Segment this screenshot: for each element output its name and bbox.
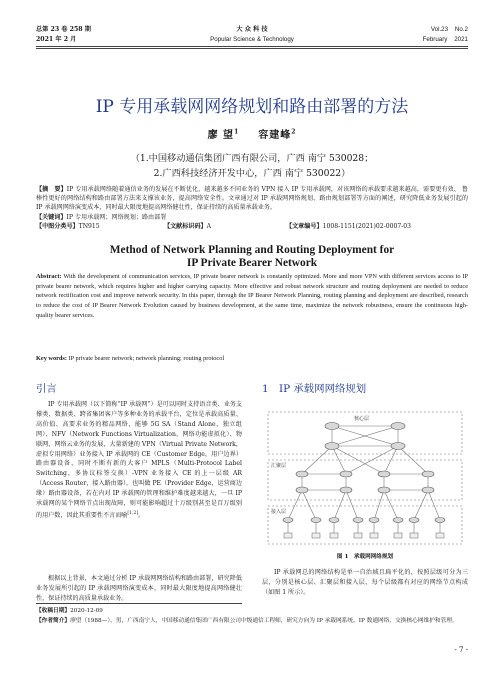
- keywords-en-label: Key words:: [36, 355, 67, 362]
- aggregation-router-icon: [378, 487, 390, 493]
- section-intro-heading: 引言: [36, 383, 57, 395]
- access-router-icon: [393, 518, 403, 523]
- access-layer-box: [268, 506, 462, 544]
- figure-label-aggregation: 汇聚层: [271, 463, 287, 469]
- section-1-heading: 1 IP 承载网网络规划: [262, 383, 367, 395]
- access-router-icon: [369, 518, 379, 523]
- english-title-line-2: IP Private Bearer Network: [186, 256, 318, 269]
- figure-caption: 图 1 承载网网络规划: [336, 554, 394, 560]
- access-router-icon: [435, 518, 445, 523]
- aggregation-router-icon: [422, 487, 434, 493]
- abstract-en-label: Abstract:: [36, 273, 62, 280]
- access-router-icon: [353, 518, 363, 523]
- section-1-paragraph-1: IP 承载网总的网络结构是单一自治域且扁平化的，按照层级可分为三层，分别是核心层、汇聚层和接入层，每个层级都有对应的网络节点构成（如图 1 所示）。: [262, 569, 468, 596]
- header-date: 2021 年 2 月: [36, 36, 77, 43]
- clc-label: 【中图分类号】: [36, 223, 79, 230]
- network-figure: [262, 408, 468, 548]
- header-rule: [36, 46, 468, 47]
- article-no-value: 1008-1151(2021)02-0007-03: [322, 223, 412, 230]
- abstract-cn-text: IP 专用承载网络随着通信业务的发展在不断优化，越来越多不同业务的 VPN 接入 IP 专用承载网，对该网络的承载要求越来越高，需要更有效、 鲁棒性更好的网络结构和路由部署方法来支撑该业务，提高网络安全性。文章通过对 IP 承载网网络规划、路由规划部署等方面的阐述，研究降低业务发展引起的 IP 承载网网络演变成本，同时最大限度地提高网络健壮性，保证持续的高质量承载业务。: [36, 186, 468, 212]
- author-2-mark: 2: [291, 128, 297, 136]
- intro-paragraph-1-text: IP 专用承载网（以下简称“IP 承载网”）是可以同时支持语音类、业务支撑类、数据类、跨省集团客户等多种业务的承载平台，定位是承载高质量、高价值、高要求业务的精品网络，能够 5G SA（Stand Alone，独立组网）、NFV（Network Functions Virtualization，网络功能虚拟化）、物联网、网络云业务的发展，大量新建的 VPN（Virtual Private Network，虚拟专用网络）业务接入 IP 承载网的 CE（Customer Edge，用户边界）路由器设备，同时不断有新的大客户 MPLS（Multi-Protocol Label Switching，多协议标签交换）-VPN 业务接入 CE 的上一层级 AR（Access Router，接入路由器），也叫做 PE（Provider Edge，运营商边缘）路由器设备，若在内对 IP 承载网的管理和维护难度越来越大，一旦 IP 承载网的某个网络节点出现故障，则可能影响超过十万级别甚至是百万级别的用户数，因此其重要性不言而喻: [36, 401, 242, 519]
- page-title: IP 专用承载网网络规划和路由部署的方法: [95, 97, 409, 117]
- classification-row: [36, 222, 468, 231]
- aggregation-router-icon: [422, 471, 434, 477]
- header-journal-cn: 大 众 科 技: [236, 26, 268, 33]
- aggregation-router-icon: [378, 471, 390, 477]
- received-label: 【收稿日期】: [36, 608, 71, 614]
- aggregation-router-icon: [296, 487, 308, 493]
- header-journal-en: Popular Science & Technology: [210, 36, 294, 43]
- english-title: [0, 244, 504, 269]
- ce-device-icon: [436, 533, 444, 538]
- footnote-author: [36, 617, 468, 626]
- figure-label-core: 核心层: [354, 416, 370, 422]
- affiliation-1: （1.中国移动通信集团广西有限公司，广西 南宁 530028；: [130, 153, 374, 164]
- keywords-en: [36, 354, 468, 364]
- aggregation-layer-box: [268, 460, 462, 500]
- core-router-icon: [325, 423, 339, 430]
- author-1: 廖 望: [207, 130, 235, 141]
- abstract-cn-label: 【摘 要】: [36, 186, 67, 193]
- english-title-line-1: Method of Network Planning and Routing Deployment for: [109, 244, 395, 256]
- intro-paragraph-1: [36, 400, 242, 521]
- keywords-cn: [36, 213, 468, 222]
- keywords-en-text: IP private bearer network; network planning; routing protocol: [66, 355, 225, 362]
- aggregation-router-icon: [296, 471, 308, 477]
- abstract-en: [36, 272, 468, 321]
- intro-citation: [1,2]: [127, 510, 139, 516]
- network-topology-diagram: [262, 408, 468, 548]
- clc-value: TN915: [78, 223, 100, 230]
- page-number: - 7 -: [454, 646, 468, 654]
- intro-paragraph-1-end: 。: [138, 512, 145, 519]
- core-router-icon: [391, 423, 405, 430]
- ce-device-icon: [370, 533, 378, 538]
- doc-code-label: 【文献标识码】: [164, 223, 207, 230]
- author-bio-label: 【作者简介】: [36, 618, 71, 624]
- ce-device-icon: [354, 533, 362, 538]
- ce-device-icon: [394, 533, 402, 538]
- ce-device-icon: [312, 533, 320, 538]
- doc-code-value: A: [206, 223, 212, 230]
- article-no-label: 【文章编号】: [286, 223, 323, 230]
- header-volume: Vol.23 No.2: [430, 26, 468, 33]
- access-router-icon: [329, 518, 339, 523]
- abstract-cn: [36, 185, 468, 213]
- access-router-icon: [409, 518, 419, 523]
- footnote-rule: [36, 603, 242, 604]
- ce-device-icon: [410, 533, 418, 538]
- author-2: 容建峰: [258, 130, 292, 141]
- header-date-en: February 2021: [422, 36, 468, 43]
- footnote-received: [36, 607, 468, 616]
- access-router-icon: [283, 518, 293, 523]
- header-issue: 总第 23 卷 258 期: [36, 26, 91, 33]
- core-router-icon: [325, 443, 339, 450]
- figure-label-access: 接入层: [271, 509, 287, 515]
- ce-device-icon: [330, 533, 338, 538]
- intro-paragraph-2: 根据以上背景，本文通过分析 IP 承载网网络结构和路由部署，研究降低业务发展所引起的 IP 承载网网络演变成本，同时最大限度地提高网络健壮性，保证持续的高质量承载业务。: [36, 575, 242, 602]
- aggregation-router-icon: [340, 487, 352, 493]
- ce-device-icon: [284, 533, 292, 538]
- received-date: 2020-12-09: [70, 608, 103, 614]
- keywords-cn-text: IP 专用承载网；网络规划；路由部署: [66, 214, 167, 221]
- header-rule-thin: [36, 48, 468, 49]
- affiliation-2: 2.广西科技经济开发中心，广西 南宁 530022）: [153, 168, 351, 179]
- core-router-icon: [391, 443, 405, 450]
- author-bio-text: 廖望（1988—），男，广西南宁人，中国移动通信集团广西有限公司中级通信工程师，研究方向为 IP 承载网系统、IP 数通网络、交换核心网维护和管理。: [70, 618, 458, 624]
- author-1-mark: 1: [234, 128, 240, 136]
- keywords-cn-label: 【关键词】: [36, 214, 67, 221]
- access-router-icon: [311, 518, 321, 523]
- author-line: [0, 126, 504, 141]
- aggregation-router-icon: [340, 471, 352, 477]
- abstract-en-text: With the development of communication services, IP private bearer network is constantly optimized. More and more VPN with different services access to IP private bearer network, which requires higher and higher carrying capacity. More effective and robust network structure and routing deployment are needed to reduce network rectification cost and improve network security. In this paper, through the IP Bearer Network Planning, routing planning and deployment are described, research to reduce the cost of IP Bearer Network Evolution caused by business development, at the same time, maximize the network robustness, ensure the continuous high-quality bearer services.: [36, 273, 468, 319]
